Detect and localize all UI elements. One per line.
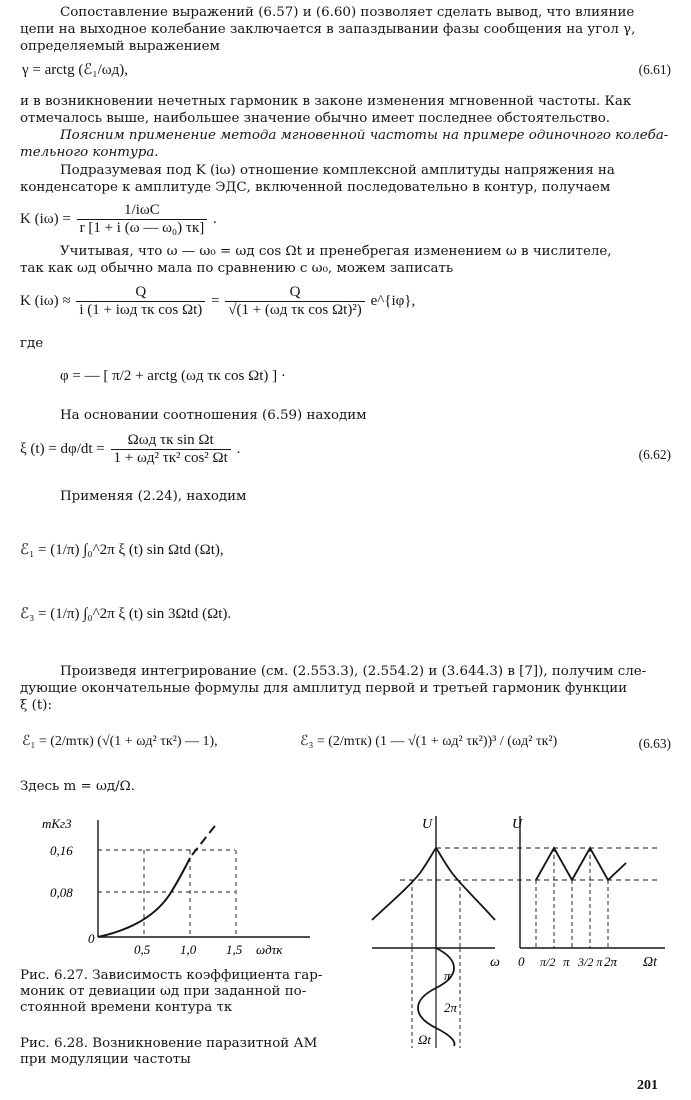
numerator: 1/iωC xyxy=(77,202,208,220)
text-line: Здесь m = ωд/Ω. xyxy=(20,779,136,794)
origin-label: 0 xyxy=(88,931,95,946)
fraction xyxy=(225,284,365,319)
denominator: √(1 + (ωд τк cos Ωt)²) xyxy=(228,302,362,318)
time-label: Ωt xyxy=(643,955,658,970)
resonance-curve xyxy=(372,848,495,920)
equation-k-approx: K (iω) ≈ $\frac{Q}{\text{i (1 + iωд τк cos Ωt)}}$ = $\frac{Q}{\text{√(1 + (ωд τк cos Ωt)²)}}$ e^{iφ}, xyxy=(20,284,416,318)
fraction xyxy=(76,284,205,319)
x-tick-label: π xyxy=(563,954,570,969)
vertical-tick-label: 2π xyxy=(444,1000,458,1015)
vertical-tick-label: π xyxy=(444,968,451,983)
text-line: Сопоставление выражений (6.57) и (6.60) позволяет сделать вывод, что влияние xyxy=(60,5,635,20)
u-label-right: U xyxy=(512,817,523,832)
y-tick-label: 0,16 xyxy=(50,843,73,858)
text-line: Поясним применение метода мгновенной частоты на примере одиночного колеба- xyxy=(60,128,669,143)
fraction xyxy=(111,432,231,467)
x-tick-label: 1,0 xyxy=(180,942,197,957)
x-tick-label: 1,5 xyxy=(226,942,243,957)
equation-6-63-a: ℰ₁ = (2/mτк) (√(1 + ωд² τк²) — 1), xyxy=(22,734,218,749)
text-line: Подразумевая под K (iω) отношение комплексной амплитуды напряжения на xyxy=(60,163,615,178)
fraction xyxy=(77,202,208,237)
denominator: i (1 + iωд τк cos Ωt) xyxy=(79,302,203,318)
figure-6-28 xyxy=(360,808,680,1058)
denominator: r [1 + i (ω — ω₀) τк] xyxy=(79,220,205,236)
text-line: ξ (t): xyxy=(20,698,52,713)
equation-number: (6.63) xyxy=(638,736,671,751)
caption-line: Рис. 6.28. Возникновение паразитной АМ xyxy=(20,1036,318,1051)
text-line: и в возникновении нечетных гармоник в законе изменения мгновенной частоты. Как xyxy=(20,94,632,109)
text-line: цепи на выходное колебание заключается в запаздывании фазы сообщения на угол γ, xyxy=(20,22,636,37)
text-line: тельного контура. xyxy=(20,145,159,160)
caption-line: Рис. 6.27. Зависимость коэффициента гар- xyxy=(20,968,323,983)
page-number: 201 xyxy=(637,1078,658,1093)
equation-6-61: γ = arctg (ℰ₁/ωд), xyxy=(22,62,129,78)
eq-tail: e^{iφ}, xyxy=(370,292,416,309)
y-tick-label: 0,08 xyxy=(50,885,73,900)
equation-number: (6.62) xyxy=(638,447,671,462)
omega-label: ω xyxy=(490,955,500,970)
caption-line: при модуляции частоты xyxy=(20,1052,191,1067)
x-tick-label: π/2 xyxy=(540,955,556,969)
text-line: Произведя интегрирование (см. (2.553.3), (2.554.2) и (3.644.3) в [7]), получим сле- xyxy=(60,664,647,679)
caption-line: стоянной времени контура τк xyxy=(20,1000,233,1015)
text-line: Применяя (2.24), находим xyxy=(60,489,247,504)
eq-lhs: K (iω) = xyxy=(20,210,71,227)
numerator: Q xyxy=(76,284,205,302)
x-tick-label: 2π xyxy=(604,954,618,969)
text-line: где xyxy=(20,336,44,351)
x-tick-label: 3/2 π xyxy=(578,955,603,969)
text-line: Учитывая, что ω — ω₀ = ωд cos Ωt и пренебрегая изменением ω в числителе, xyxy=(60,244,612,259)
x-tick-label: 0 xyxy=(518,954,525,969)
numerator: Ωωд τк sin Ωt xyxy=(111,432,231,450)
text-line: дующие окончательные формулы для амплитуд первой и третьей гармоник функции xyxy=(20,681,628,696)
text-line: отмечалось выше, наибольшее значение обычно имеет последнее обстоятельство. xyxy=(20,111,611,126)
figure-caption xyxy=(20,968,322,1016)
equation-e3: ℰ₃ = (1/π) ∫₀^2π ξ (t) sin 3Ωtd (Ωt). xyxy=(20,606,232,622)
equation-6-62: ξ (t) = dφ/dt = $\frac{\text{Ωωд τк sin Ωt}}{\text{1 + ωд² τк² cos² Ωt}}$ . xyxy=(20,432,241,466)
x-tick-label: 0,5 xyxy=(134,942,151,957)
figure-caption xyxy=(20,1036,317,1068)
text-line: так как ωд обычно мала по сравнению с ω₀, можем записать xyxy=(20,261,454,276)
equation-k: K (iω) = $\frac{\text{1/iωC}}{\text{r [1 + i (ω — ω₀) τк]}}$ . xyxy=(20,202,217,236)
denominator: 1 + ωд² τк² cos² Ωt xyxy=(113,450,228,466)
numerator: Q xyxy=(225,284,365,302)
equation-phi: φ = — [ π/2 + arctg (ωд τк cos Ωt) ] · xyxy=(60,368,286,384)
text-line: конденсаторе к амплитуде ЭДС, включенной последовательно в контур, получаем xyxy=(20,180,611,195)
y-axis-label: mKг3 xyxy=(42,816,72,831)
eq-lhs: K (iω) ≈ xyxy=(20,292,71,309)
eq-lhs: ξ (t) = dφ/dt = xyxy=(20,440,105,457)
equation-number: (6.61) xyxy=(638,62,671,77)
equation-e1: ℰ₁ = (1/π) ∫₀^2π ξ (t) sin Ωtd (Ωt), xyxy=(20,542,224,558)
u-label: U xyxy=(422,817,433,832)
x-axis-label: ωдτк xyxy=(256,942,283,957)
text-line: определяемый выражением xyxy=(20,39,220,54)
caption-line: моник от девиации ωд при заданной по- xyxy=(20,984,307,999)
am-envelope xyxy=(536,848,626,880)
text-line: На основании соотношения (6.59) находим xyxy=(60,408,367,423)
equation-6-63-b: ℰ₃ = (2/mτк) (1 — √(1 + ωд² τк²))³ / (ωд² τк²) xyxy=(300,734,558,749)
vertical-axis-label: Ωt xyxy=(418,1032,432,1047)
figure-6-27 xyxy=(20,812,340,962)
